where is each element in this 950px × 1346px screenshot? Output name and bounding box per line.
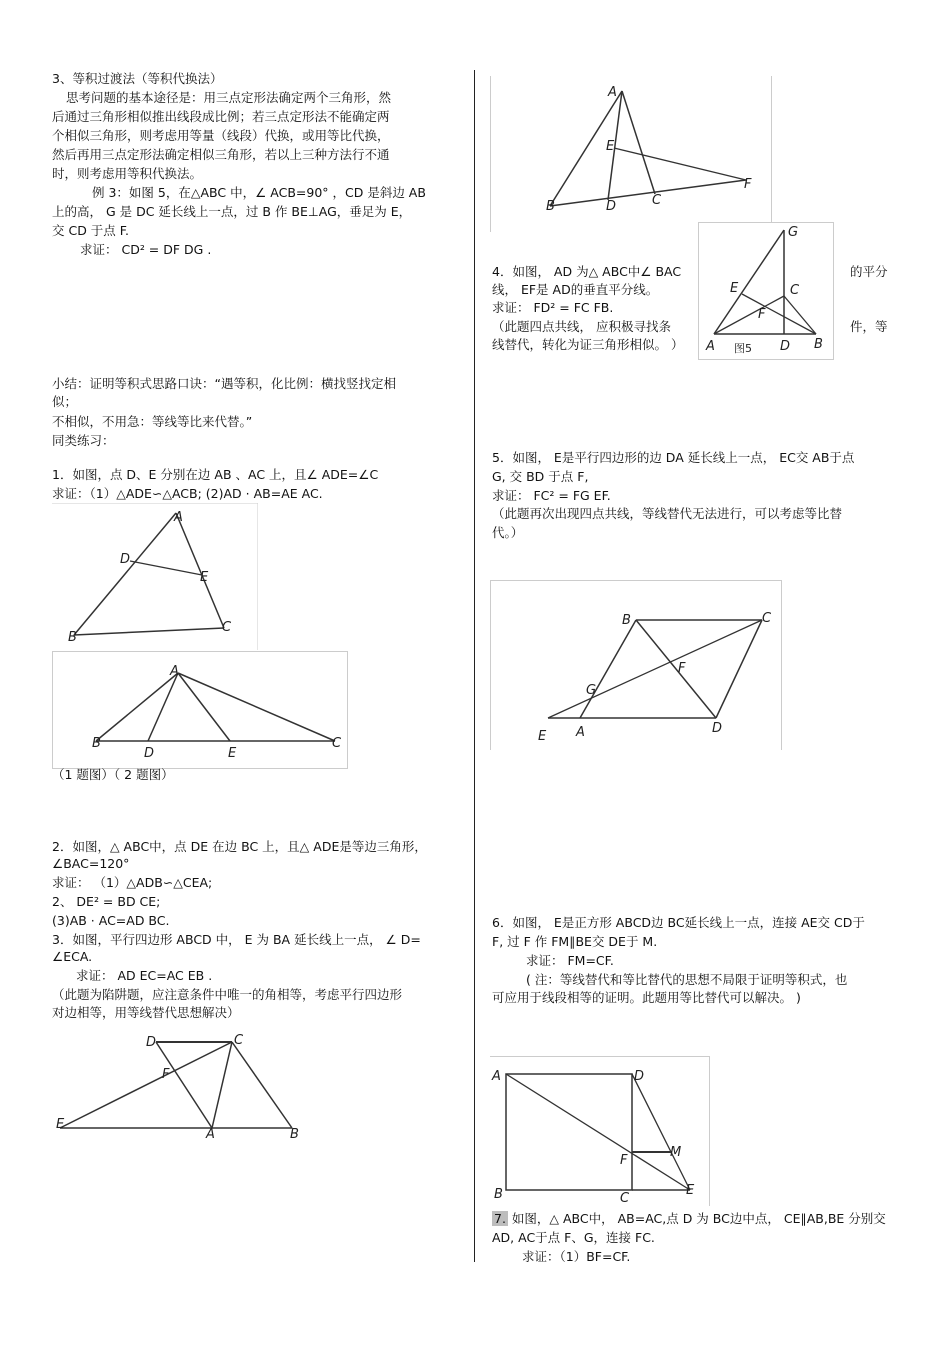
problem5-line: 代。） [492, 525, 524, 540]
summary-line: 不相似，不用急：等线等比来代替。” [52, 414, 253, 429]
example3-line: 上的高， G 是 DC 延长线上一点，过 B 作 BE⊥AG，垂足为 E， [52, 204, 412, 219]
problem5-line: （此题再次出现四点共线，等线替代无法进行，可以考虑等比替 [492, 506, 843, 521]
fig-para-label: A [576, 725, 585, 740]
fig5-label: B [814, 337, 823, 352]
problem4-line: 线替代，转化为证三角形相似。 ） [492, 337, 684, 352]
fig5-label: F [758, 307, 766, 322]
fig5-caption: 图5 [734, 342, 752, 355]
fig3-label: E [56, 1117, 65, 1132]
column-divider [474, 70, 475, 1262]
problem2-line: (3)AB · AC=AD BC. [52, 913, 170, 928]
section-title: 3、等积过渡法（等积代换法） [52, 71, 223, 86]
problem6-line: ( 注：等线替代和等比替代的思想不局限于证明等积式，也 [526, 972, 848, 987]
fig1-label: E [200, 570, 209, 585]
fig1-label: B [68, 630, 77, 645]
problem2-line: 2．如图，△ ABC中，点 DE 在边 BC 上，且△ ADE是等边三角形， [52, 839, 427, 854]
intro-line: 个相似三角形，则考虑用等量（线段）代换，或用等比代换， [52, 128, 390, 143]
fig3-label: F [162, 1067, 170, 1082]
fig2-label: D [144, 746, 155, 761]
problem4-line: （此题四点共线， 应积极寻找条 [492, 319, 671, 334]
fig-top-label: A [608, 85, 617, 100]
example3-line: 例 3：如图 5，在△ABC 中，∠ ACB=90° ，CD 是斜边 AB [92, 185, 426, 200]
problem4-line: 的平分 [850, 264, 888, 279]
fig-square-label: C [620, 1191, 630, 1206]
problem2-line: 2、 DE² = BD CE; [52, 894, 161, 909]
fig5-label: C [790, 283, 800, 298]
fig2-label: E [228, 746, 237, 761]
fig3-label: A [206, 1127, 215, 1142]
fig-square-label: D [634, 1069, 645, 1084]
problem7-text: 如图，△ ABC中， AB=AC,点 D 为 BC边中点， CE∥AB,BE 分别交 [507, 1211, 886, 1226]
fig1-label: C [222, 620, 232, 635]
problem4-line: 件，等 [850, 319, 888, 334]
fig-para-label: E [538, 729, 547, 744]
problem5-line: 求证： FC² = FG EF. [492, 488, 611, 503]
intro-line: 然后再用三点定形法确定相似三角形，若以上三种方法行不通 [52, 147, 390, 162]
fig-square-label: E [686, 1183, 695, 1198]
problem6-line: 求证： FM=CF. [526, 953, 614, 968]
problem5-line: G, 交 BD 于点 F, [492, 469, 589, 484]
problem7-line: AD, AC于点 F、G，连接 FC. [492, 1230, 655, 1245]
summary-line: 似； [52, 394, 78, 409]
problem1-line: 求证：（1）△ADE∽△ACB; (2)AD · AB=AE AC. [52, 486, 323, 501]
intro-line: 时，则考虑用等积代换法。 [52, 166, 203, 181]
figure-problem3 [52, 1030, 308, 1142]
figure-problem5 [490, 580, 782, 750]
intro-line: 后通过三角形相似推出线段成比例；若三点定形法不能确定两 [52, 109, 390, 124]
problem4-line: 求证： FD² = FC FB. [492, 300, 614, 315]
fig-square-label: M [670, 1145, 682, 1160]
problem4-line: 线， EF是 AD的垂直平分线。 [492, 282, 659, 297]
problem5-line: 5．如图， E是平行四边形的边 DA 延长线上一点， EC交 AB于点 [492, 450, 855, 465]
fig-top-label: F [744, 177, 752, 192]
figure-problem2 [52, 651, 348, 769]
fig5-label: G [788, 225, 799, 240]
figure-5 [698, 222, 834, 360]
fig-para-label: G [586, 683, 597, 698]
fig-top-label: B [546, 199, 555, 214]
fig3-label: D [146, 1035, 157, 1050]
example3-prove: 求证： CD² = DF DG . [80, 242, 212, 257]
figure-problem1 [52, 503, 258, 650]
problem7-number: 7. [494, 1211, 506, 1226]
fig-para-label: B [622, 613, 631, 628]
problem3-line: 求证： AD EC=AC EB . [76, 968, 213, 983]
fig-para-label: C [762, 611, 772, 626]
figure-top-right [490, 76, 772, 232]
fig-top-label: D [606, 199, 617, 214]
fig-square-label: B [494, 1187, 503, 1202]
fig-square-label: F [620, 1153, 628, 1168]
problem2-line: 求证： （1）△ADB∽△CEA; [52, 875, 213, 890]
problem6-line: 可应用于线段相等的证明。此题用等比替代可以解决。 ) [492, 990, 801, 1005]
summary-line: 同类练习： [52, 433, 115, 448]
fig3-label: C [234, 1033, 244, 1048]
fig-top-label: E [606, 139, 615, 154]
fig-para-label: D [712, 721, 723, 736]
fig2-label: B [92, 736, 101, 751]
fig5-label: E [730, 281, 739, 296]
fig2-label: A [170, 664, 179, 679]
fig1-label: A [174, 510, 183, 525]
problem3-line: ∠ECA. [52, 949, 93, 964]
figure-caption-1-2: （1 题图）（ 2 题图） [52, 767, 174, 782]
intro-line: 思考问题的基本途径是：用三点定形法确定两个三角形，然 [66, 90, 392, 105]
problem3-line: 对边相等，用等线替代思想解决） [52, 1005, 240, 1020]
problem4-line: 4．如图， AD 为△ ABC中∠ BAC [492, 264, 682, 279]
fig5-label: D [780, 339, 791, 354]
problem7-line: 求证：（1）BF=CF. [522, 1249, 631, 1264]
fig-top-label: C [652, 193, 662, 208]
example3-line: 交 CD 于点 F. [52, 223, 129, 238]
problem3-line: （此题为陷阱题，应注意条件中唯一的角相等，考虑平行四边形 [52, 987, 403, 1002]
problem2-line: ∠BAC=120° [52, 856, 130, 871]
fig1-label: D [120, 552, 131, 567]
fig-square-label: A [492, 1069, 501, 1084]
fig3-label: B [290, 1127, 299, 1142]
fig5-label: A [706, 339, 715, 354]
problem1-line: 1．如图，点 D、E 分别在边 AB 、AC 上，且∠ ADE=∠C [52, 467, 379, 482]
problem6-line: 6．如图， E是正方形 ABCD边 BC延长线上一点，连接 AE交 CD于 [492, 915, 865, 930]
summary-line: 小结：证明等积式思路口诀：“遇等积，化比例：横找竖找定相 [52, 376, 396, 391]
problem7-line [492, 1210, 886, 1228]
problem6-line: F, 过 F 作 FM∥BE交 DE于 M. [492, 934, 658, 949]
fig-para-label: F [678, 661, 686, 676]
figure-problem6 [490, 1056, 710, 1206]
problem3-line: 3．如图，平行四边形 ABCD 中， E 为 BA 延长线上一点， ∠ D= [52, 932, 421, 947]
fig2-label: C [332, 736, 342, 751]
